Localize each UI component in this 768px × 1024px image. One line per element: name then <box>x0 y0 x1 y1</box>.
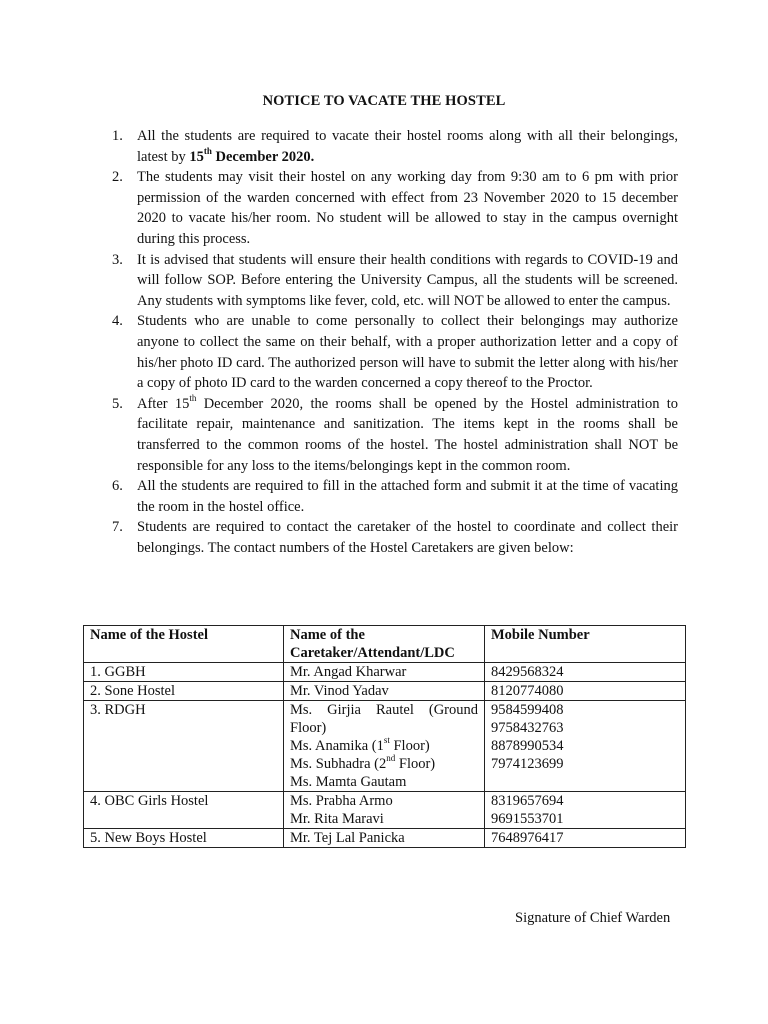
item-number: 1. <box>112 128 123 144</box>
list-item <box>112 250 678 312</box>
list-item <box>112 517 678 558</box>
caretaker-line: Ms. Mamta Gautam <box>290 774 407 790</box>
mobile-line: 8878990534 <box>491 738 564 754</box>
table-row <box>84 682 686 701</box>
list-item <box>112 167 678 249</box>
ordinal-suffix: st <box>383 735 390 746</box>
item-number: 5. <box>112 395 123 412</box>
header-hostel-name: Name of the Hostel <box>84 626 284 663</box>
caretaker-cell <box>284 792 485 829</box>
ordinal-suffix: nd <box>386 753 396 764</box>
mobile-line: 9758432763 <box>491 720 564 736</box>
caretaker-text: Ms. Anamika (1 <box>290 738 384 754</box>
caretaker-text: Floor) <box>389 738 430 754</box>
caretaker-line: Ms. Prabha Armo <box>290 793 393 809</box>
mobile-cell <box>485 792 686 829</box>
item-number: 4. <box>112 313 123 330</box>
list-item <box>112 476 678 517</box>
ordinal-suffix: th <box>203 145 212 156</box>
caretaker-contacts-table <box>83 625 686 848</box>
hostel-cell: 5. New Boys Hostel <box>84 829 284 848</box>
item-text: After 15 <box>137 395 190 412</box>
hostel-cell: 1. GGBH <box>84 663 284 682</box>
header-caretaker-name: Name of the Caretaker/Attendant/LDC <box>284 626 485 663</box>
notice-title: NOTICE TO VACATE THE HOSTEL <box>262 93 506 109</box>
caretaker-cell: Mr. Tej Lal Panicka <box>284 829 485 848</box>
mobile-line: 9691553701 <box>491 811 564 827</box>
deadline-date <box>189 145 315 165</box>
item-text: Students are required to contact the caretaker of the hostel to coordinate and collect their belongings. The contact numbers of the Hostel Caretakers are given below: <box>137 519 678 556</box>
item-text: The students may visit their hostel on any working day from 9:30 am to 6 pm with prior permission of the warden concerned with effect from 23 November 2020 to 15 december 2020 to vacate his/her room. No student will be allowed to stay in the campus overnight during this process. <box>137 169 678 247</box>
table-header-row <box>84 626 686 663</box>
caretaker-cell: Mr. Vinod Yadav <box>284 682 485 701</box>
caretaker-line: Mr. Rita Maravi <box>290 811 384 827</box>
mobile-line: 9584599408 <box>491 702 564 718</box>
caretaker-line <box>290 755 478 773</box>
mobile-line: 8319657694 <box>491 793 564 809</box>
item-number: 6. <box>112 478 123 495</box>
list-item <box>112 311 678 393</box>
list-item <box>112 126 678 167</box>
mobile-cell <box>485 701 686 792</box>
table-row <box>84 792 686 829</box>
hostel-cell: 3. RDGH <box>84 701 284 792</box>
list-item <box>112 394 678 476</box>
deadline-month-year: December 2020. <box>211 148 315 165</box>
ordinal-suffix: th <box>189 392 197 403</box>
caretaker-text: Floor) <box>395 756 436 772</box>
item-text: Students who are unable to come personally to collect their belongings may authorize anyone to collect the same on their behalf, with a proper authorization letter and a copy of his/her photo ID card. The authorized person will have to submit the letter along with his/her a copy of photo ID card to the warden concerned a copy thereof to the Proctor. <box>137 313 678 392</box>
table-row <box>84 701 686 792</box>
mobile-cell: 8429568324 <box>485 663 686 682</box>
item-number: 3. <box>112 251 123 268</box>
mobile-cell: 7648976417 <box>485 829 686 848</box>
item-text: It is advised that students will ensure their health conditions with regards to COVID-19 and will follow SOP. Before entering the University Campus, all the students will be screened. Any students with symptoms like fever, cold, etc. will NOT be allowed to enter the campus. <box>137 251 678 309</box>
item-text: All the students are required to fill in the attached form and submit it at the time of vacating the room in the hostel office. <box>137 478 678 515</box>
deadline-day: 15 <box>189 148 204 165</box>
header-mobile-number: Mobile Number <box>485 626 686 663</box>
table-row <box>84 829 686 848</box>
caretaker-line <box>290 737 478 755</box>
hostel-cell: 4. OBC Girls Hostel <box>84 792 284 829</box>
caretaker-cell <box>284 701 485 792</box>
caretaker-line: Ms. Girjia Rautel (Ground Floor) <box>290 702 478 736</box>
chief-warden-signature-label: Signature of Chief Warden <box>515 910 671 926</box>
mobile-cell: 8120774080 <box>485 682 686 701</box>
caretaker-text: Ms. Subhadra (2 <box>290 756 387 772</box>
item-number: 2. <box>112 169 123 186</box>
table-row <box>84 663 686 682</box>
instruction-list <box>112 126 678 558</box>
item-number: 7. <box>112 519 123 536</box>
item-text-cont: December 2020, the rooms shall be opened by the Hostel administration to facilitate repair, maintenance and sanitization. The items kept in the rooms shall be transferred to the common rooms of the hostel. The hostel administration shall NOT be responsible for any loss to the items/belongings kept in the common room. <box>137 395 679 474</box>
mobile-line: 7974123699 <box>491 756 564 772</box>
item-text: All the students are required to vacate their hostel rooms along with all their belongings, latest by <box>137 128 678 165</box>
caretaker-cell: Mr. Angad Kharwar <box>284 663 485 682</box>
hostel-cell: 2. Sone Hostel <box>84 682 284 701</box>
